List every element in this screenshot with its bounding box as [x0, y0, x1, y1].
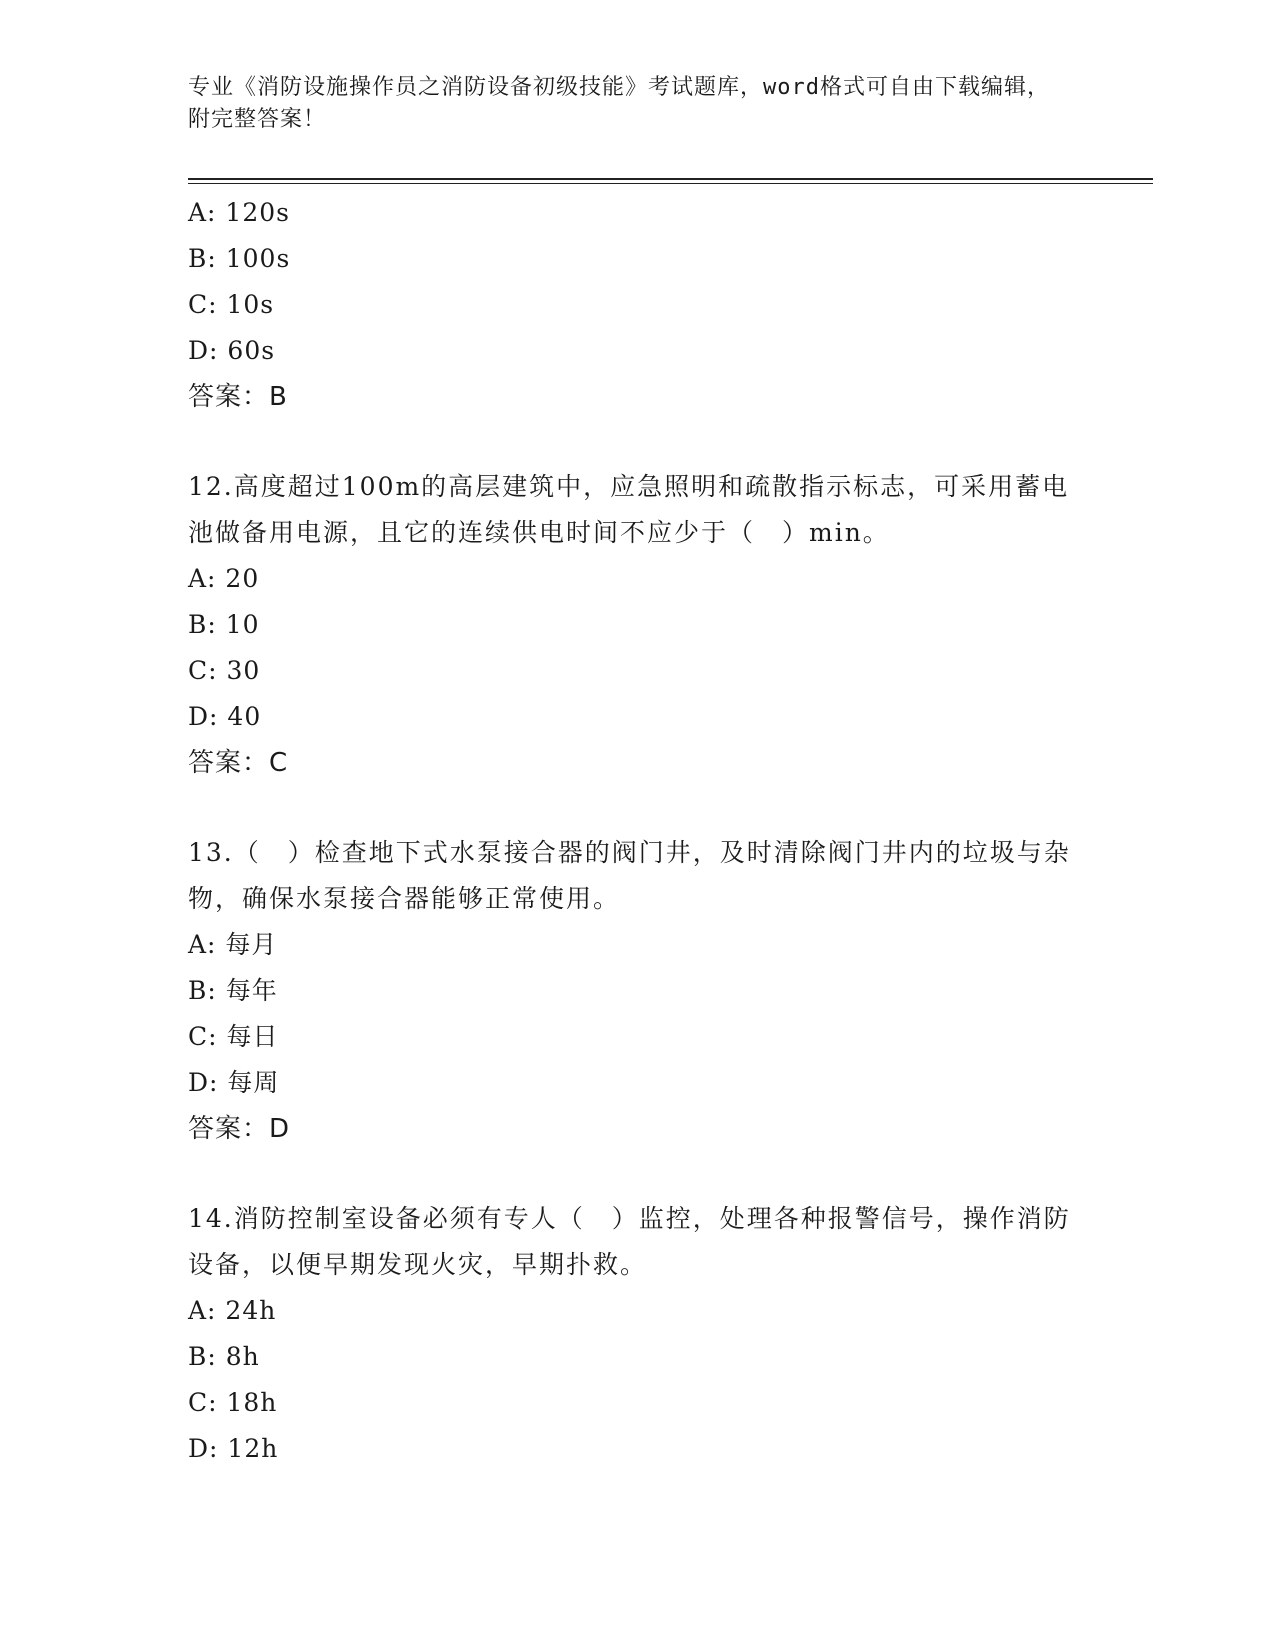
option-a: A: 120s	[188, 198, 290, 227]
page-header: 专业《消防设施操作员之消防设备初级技能》考试题库，word格式可自由下载编辑，附完整答案！	[188, 75, 1050, 132]
option-c: C: 10s	[188, 290, 275, 319]
answer-line: 答案：C	[188, 748, 289, 778]
question-text: 12.高度超过100m的高层建筑中，应急照明和疏散指示标志，可采用蓄电池做备用电源，且它的连续供电时间不应少于（ ）min。	[188, 472, 1070, 547]
question-block	[188, 190, 1088, 420]
question-list	[188, 190, 1088, 1472]
option-b: B: 每年	[188, 976, 278, 1005]
header-divider-thin	[188, 183, 1153, 184]
option-c: C: 18h	[188, 1388, 278, 1417]
option-a: A: 24h	[188, 1296, 277, 1325]
question-block	[188, 1196, 1088, 1472]
question-block	[188, 464, 1088, 786]
question-block	[188, 830, 1088, 1152]
option-d: D: 60s	[188, 336, 276, 365]
answer-line: 答案：B	[188, 382, 288, 412]
option-d: D: 每周	[188, 1068, 280, 1097]
option-b: B: 10	[188, 610, 260, 639]
option-c: C: 每日	[188, 1022, 279, 1051]
option-a: A: 每月	[188, 930, 278, 959]
option-d: D: 40	[188, 702, 262, 731]
header-divider-thick	[188, 178, 1153, 180]
question-text: 14.消防控制室设备必须有专人（ ）监控，处理各种报警信号，操作消防设备，以便早期发现火灾，早期扑救。	[188, 1204, 1071, 1279]
option-a: A: 20	[188, 564, 260, 593]
option-c: C: 30	[188, 656, 261, 685]
option-d: D: 12h	[188, 1434, 279, 1463]
question-text: 13.（ ）检查地下式水泵接合器的阀门井，及时清除阀门井内的垃圾与杂物，确保水泵接合器能够正常使用。	[188, 838, 1071, 913]
option-b: B: 100s	[188, 244, 291, 273]
option-b: B: 8h	[188, 1342, 260, 1371]
answer-line: 答案：D	[188, 1114, 291, 1144]
